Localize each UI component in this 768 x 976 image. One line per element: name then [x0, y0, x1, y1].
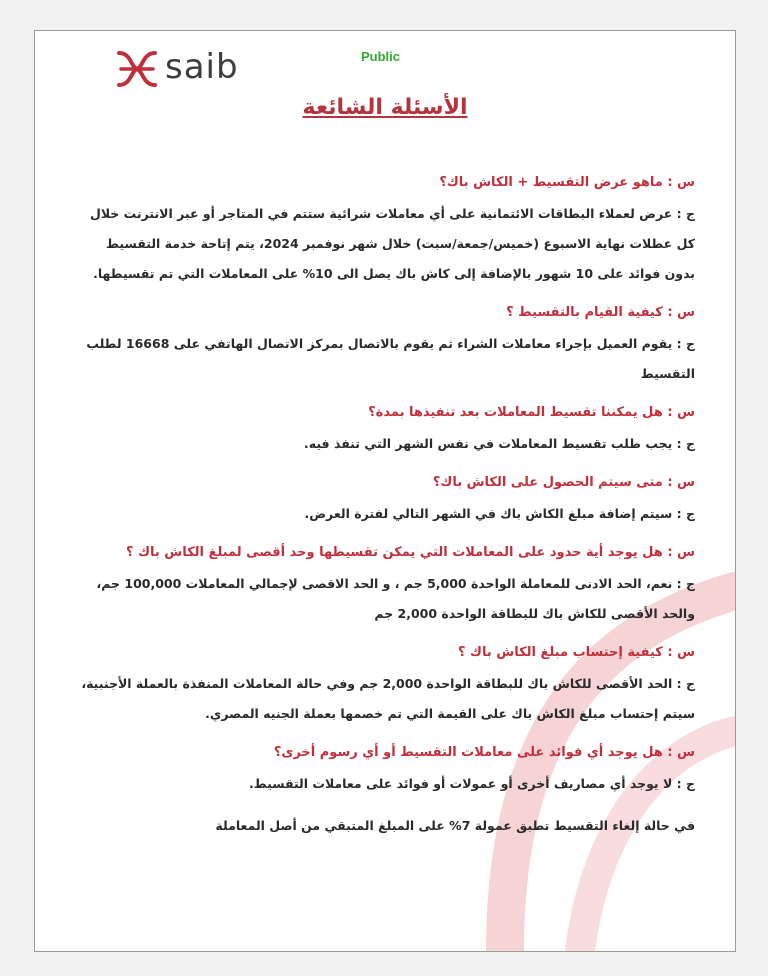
page-title: الأسئلة الشائعة — [302, 95, 468, 120]
logo-wordmark: saib — [165, 47, 239, 87]
faq-question: س : كيفية إحتساب مبلغ الكاش باك ؟ — [457, 645, 695, 660]
faq-item — [75, 643, 695, 729]
faq-question: س : ماهو عرض التقسيط + الكاش باك؟ — [439, 175, 695, 190]
faq-item — [75, 543, 695, 629]
faq-item — [75, 743, 695, 799]
saib-logo-mark-icon — [115, 47, 159, 91]
cancellation-note: في حالة إلغاء التقسيط تطبق عمولة 7% على المبلغ المتبقي من أصل المعاملة — [215, 818, 695, 833]
faq-question: س : هل يوجد أية حدود على المعاملات التي يمكن تقسيطها وحد أقصى لمبلغ الكاش باك ؟ — [126, 545, 695, 560]
faq-answer: ج : عرض لعملاء البطاقات الائتمانية على أي معاملات شرائية ستتم في المتاجر أو عبر الانترنت خلال كل عطلات نهاية الاسبوع (خميس/جمعة/سبت) خلال شهر نوفمبر 2024، يتم إتاحة خدمة التقسيط بدون فوائد على 10 شهور بالإضافة إلى كاش باك يصل الى 10% على المعاملات التي تم تقسيطها. — [89, 206, 695, 281]
faq-item — [75, 303, 695, 389]
faq-item — [75, 173, 695, 289]
faq-answer: ج : يقوم العميل بإجراء معاملات الشراء ثم يقوم بالاتصال بمركز الاتصال الهاتفي على 16668 لطلب التقسيط — [86, 336, 695, 381]
faq-answer: ج : يجب طلب تقسيط المعاملات في نفس الشهر التي تنفذ فيه. — [304, 436, 695, 451]
faq-question: س : متى سيتم الحصول على الكاش باك؟ — [432, 475, 695, 490]
faq-item — [75, 403, 695, 459]
faq-question: س : كيفية القيام بالتقسيط ؟ — [506, 305, 695, 320]
saib-logo — [115, 45, 245, 89]
document-page — [34, 30, 736, 952]
faq-item — [75, 473, 695, 529]
faq-question: س : هل يمكننا تقسيط المعاملات بعد تنفيذها بمدة؟ — [368, 405, 695, 420]
faq-answer: ج : الحد الأقصى للكاش باك للبطاقة الواحدة 2,000 جم وفي حالة المعاملات المنفذة بالعملة الأجنبية، سيتم إحتساب مبلغ الكاش باك على القيمة التي تم خصمها بعملة الجنيه المصري. — [81, 676, 695, 721]
faq-list — [75, 173, 695, 839]
faq-question: س : هل يوجد أي فوائد على معاملات التقسيط أو أي رسوم أخرى؟ — [273, 745, 695, 760]
faq-answer: ج : نعم، الحد الادنى للمعاملة الواحدة 5,000 جم ، و الحد الاقصى لإجمالي المعاملات 100,000 جم، والحد الأقصى للكاش باك للبطاقة الواحدة 2,000 جم — [96, 576, 695, 621]
faq-answer: ج : سيتم إضافة مبلغ الكاش باك في الشهر التالي لفترة العرض. — [304, 506, 695, 521]
faq-answer: ج : لا يوجد أي مصاريف أخرى أو عمولات أو فوائد على معاملات التقسيط. — [249, 776, 695, 791]
classification-label: Public — [361, 49, 401, 64]
